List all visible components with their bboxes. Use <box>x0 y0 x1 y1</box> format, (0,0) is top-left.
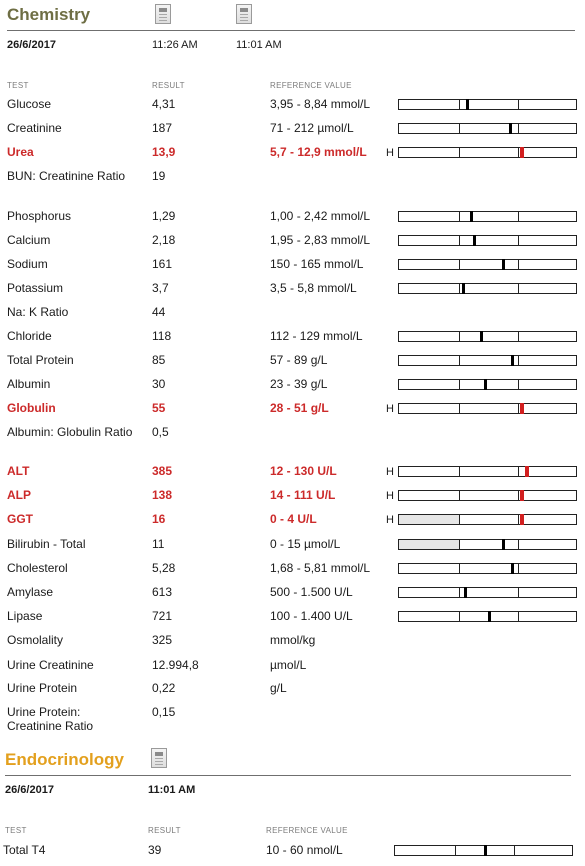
bar-divider <box>518 212 519 221</box>
result-marker <box>484 379 487 390</box>
reference-range: 28 - 51 g/L <box>270 401 329 415</box>
test-result: 187 <box>152 121 173 135</box>
test-result: 19 <box>152 169 166 183</box>
high-flag: H <box>386 490 394 502</box>
result-marker <box>464 587 467 598</box>
result-marker <box>480 331 483 342</box>
section-divider <box>7 30 575 31</box>
test-result: 85 <box>152 353 166 367</box>
high-flag: H <box>386 514 394 526</box>
test-name: Glucose <box>7 97 52 111</box>
reference-range: g/L <box>270 681 287 695</box>
bar-divider <box>459 564 460 573</box>
test-result: 0,22 <box>152 681 176 695</box>
reference-range: 1,00 - 2,42 mmol/L <box>270 209 371 223</box>
bar-divider <box>514 846 515 855</box>
reference-range: mmol/kg <box>270 633 316 647</box>
result-marker <box>520 403 524 414</box>
test-result: 325 <box>152 633 173 647</box>
test-name: BUN: Creatinine Ratio <box>7 169 126 183</box>
result-marker <box>484 845 487 856</box>
reference-range: 10 - 60 nmol/L <box>266 843 343 857</box>
test-name: Urine Creatinine <box>7 658 94 672</box>
column-header-result: RESULT <box>148 826 181 835</box>
high-flag: H <box>386 403 394 415</box>
bar-divider <box>459 148 460 157</box>
test-result: 39 <box>148 843 162 857</box>
reference-range-bar <box>398 211 577 222</box>
test-name: GGT <box>7 512 33 526</box>
bar-divider <box>459 332 460 341</box>
test-result: 161 <box>152 257 173 271</box>
reference-range: 57 - 89 g/L <box>270 353 328 367</box>
test-name: Na: K Ratio <box>7 305 69 319</box>
bar-divider <box>459 212 460 221</box>
bar-divider <box>459 404 460 413</box>
bar-divider <box>518 588 519 597</box>
bar-divider <box>459 380 460 389</box>
reference-range: 14 - 111 U/L <box>270 488 336 502</box>
test-name: Osmolality <box>7 633 64 647</box>
chemistry-date: 26/6/2017 <box>7 39 56 51</box>
bar-divider <box>518 380 519 389</box>
test-name: Total Protein <box>7 353 74 367</box>
result-marker <box>466 99 469 110</box>
bar-divider <box>518 612 519 621</box>
result-marker <box>511 355 514 366</box>
test-name: Urine Protein: Creatinine Ratio <box>7 705 94 733</box>
test-name: ALT <box>7 464 30 478</box>
bar-divider <box>518 236 519 245</box>
test-name: Sodium <box>7 257 48 271</box>
reference-range: 3,5 - 5,8 mmol/L <box>270 281 357 295</box>
bar-low-zone <box>399 515 459 524</box>
reference-range-bar <box>398 355 577 366</box>
chemistry-time-1: 11:26 AM <box>152 39 198 51</box>
test-result: 385 <box>152 464 173 478</box>
test-name: Chloride <box>7 329 52 343</box>
bar-divider <box>518 100 519 109</box>
bar-divider <box>459 467 460 476</box>
reference-range-bar <box>398 99 577 110</box>
test-result: 0,5 <box>152 425 169 439</box>
test-result: 613 <box>152 585 173 599</box>
test-name: Cholesterol <box>7 561 68 575</box>
bar-divider <box>455 846 456 855</box>
reference-range: 1,68 - 5,81 mmol/L <box>270 561 371 575</box>
test-result: 5,28 <box>152 561 176 575</box>
bar-divider <box>459 260 460 269</box>
reference-range: 5,7 - 12,9 mmol/L <box>270 145 367 159</box>
test-name: Amylase <box>7 585 54 599</box>
bar-divider <box>518 284 519 293</box>
endocrinology-date: 26/6/2017 <box>5 784 54 796</box>
test-result: 16 <box>152 512 166 526</box>
bar-divider <box>459 236 460 245</box>
bar-divider <box>518 515 519 524</box>
test-result: 2,18 <box>152 233 176 247</box>
result-marker <box>520 490 524 501</box>
result-marker <box>520 147 524 158</box>
reference-range: 0 - 15 µmol/L <box>270 537 341 551</box>
section-divider <box>5 775 571 776</box>
test-name: Albumin <box>7 377 51 391</box>
bar-divider <box>518 332 519 341</box>
bar-divider <box>459 356 460 365</box>
bar-divider <box>459 124 460 133</box>
reference-range: µmol/L <box>270 658 307 672</box>
bar-divider <box>518 124 519 133</box>
result-marker <box>509 123 512 134</box>
result-marker <box>488 611 491 622</box>
reference-range: 100 - 1.400 U/L <box>270 609 353 623</box>
reference-range: 23 - 39 g/L <box>270 377 328 391</box>
high-flag: H <box>386 147 394 159</box>
reference-range: 112 - 129 mmol/L <box>270 329 363 343</box>
endocrinology-time: 11:01 AM <box>148 784 196 796</box>
test-name: Potassium <box>7 281 64 295</box>
test-name: Urea <box>7 145 34 159</box>
bar-divider <box>459 612 460 621</box>
bar-divider <box>459 284 460 293</box>
reference-range-bar <box>398 587 577 598</box>
bar-divider <box>459 515 460 524</box>
report-document-icon[interactable] <box>155 4 171 24</box>
column-header-result: RESULT <box>152 81 185 90</box>
result-marker <box>470 211 473 222</box>
test-result: 44 <box>152 305 166 319</box>
bar-divider <box>459 588 460 597</box>
test-result: 11 <box>152 537 165 551</box>
high-flag: H <box>386 466 394 478</box>
bar-divider <box>518 467 519 476</box>
reference-range-bar <box>394 845 573 856</box>
bar-divider <box>459 491 460 500</box>
result-marker <box>473 235 476 246</box>
endocrinology-section-title: Endocrinology <box>5 750 124 769</box>
reference-range-bar <box>398 514 577 525</box>
test-result: 138 <box>152 488 173 502</box>
reference-range-bar <box>398 283 577 294</box>
test-name: ALP <box>7 488 31 502</box>
bar-divider <box>518 356 519 365</box>
bar-divider <box>518 540 519 549</box>
bar-divider <box>518 404 519 413</box>
test-result: 118 <box>152 329 172 343</box>
test-name: Phosphorus <box>7 209 72 223</box>
bar-divider <box>518 491 519 500</box>
test-name: Calcium <box>7 233 51 247</box>
column-header-reference: REFERENCE VALUE <box>270 81 352 90</box>
test-name: Total T4 <box>3 843 46 857</box>
test-result: 1,29 <box>152 209 176 223</box>
reference-range: 1,95 - 2,83 mmol/L <box>270 233 371 247</box>
reference-range-bar <box>398 403 577 414</box>
bar-divider <box>459 540 460 549</box>
reference-range: 12 - 130 U/L <box>270 464 337 478</box>
test-result: 13,9 <box>152 145 176 159</box>
reference-range-bar <box>398 259 577 270</box>
bar-divider <box>518 148 519 157</box>
reference-range: 71 - 212 µmol/L <box>270 121 354 135</box>
test-result: 3,7 <box>152 281 169 295</box>
bar-divider <box>518 564 519 573</box>
result-marker <box>511 563 514 574</box>
chemistry-section-title: Chemistry <box>7 5 91 24</box>
test-name: Urine Protein <box>7 681 78 695</box>
test-result: 12.994,8 <box>152 658 199 672</box>
test-name: Lipase <box>7 609 43 623</box>
column-header-test: TEST <box>7 81 29 90</box>
reference-range-bar <box>398 235 577 246</box>
reference-range: 0 - 4 U/L <box>270 512 317 526</box>
result-marker <box>462 283 465 294</box>
reference-range: 150 - 165 mmol/L <box>270 257 364 271</box>
bar-divider <box>518 260 519 269</box>
result-marker <box>502 539 505 550</box>
reference-range-bar <box>398 331 577 342</box>
reference-range-bar <box>398 563 577 574</box>
result-marker <box>502 259 505 270</box>
reference-range-bar <box>398 123 577 134</box>
result-marker <box>520 514 524 525</box>
test-result: 30 <box>152 377 166 391</box>
report-document-icon[interactable] <box>151 748 167 768</box>
test-result: 0,15 <box>152 705 176 719</box>
test-name: Globulin <box>7 401 56 415</box>
chemistry-time-2: 11:01 AM <box>236 39 282 51</box>
reference-range: 3,95 - 8,84 mmol/L <box>270 97 371 111</box>
reference-range-bar <box>398 379 577 390</box>
reference-range-bar <box>398 490 577 501</box>
report-document-icon[interactable] <box>236 4 252 24</box>
reference-range-bar <box>398 611 577 622</box>
test-name: Bilirubin - Total <box>7 537 86 551</box>
reference-range: 500 - 1.500 U/L <box>270 585 353 599</box>
test-result: 4,31 <box>152 97 176 111</box>
column-header-reference: REFERENCE VALUE <box>266 826 348 835</box>
result-marker <box>525 466 529 477</box>
bar-divider <box>459 100 460 109</box>
test-result: 55 <box>152 401 166 415</box>
reference-range-bar <box>398 147 577 158</box>
reference-range-bar <box>398 466 577 477</box>
test-result: 721 <box>152 609 173 623</box>
column-header-test: TEST <box>5 826 27 835</box>
test-name: Albumin: Globulin Ratio <box>7 425 133 439</box>
reference-range-bar <box>398 539 577 550</box>
test-name: Creatinine <box>7 121 62 135</box>
bar-low-zone <box>399 540 459 549</box>
